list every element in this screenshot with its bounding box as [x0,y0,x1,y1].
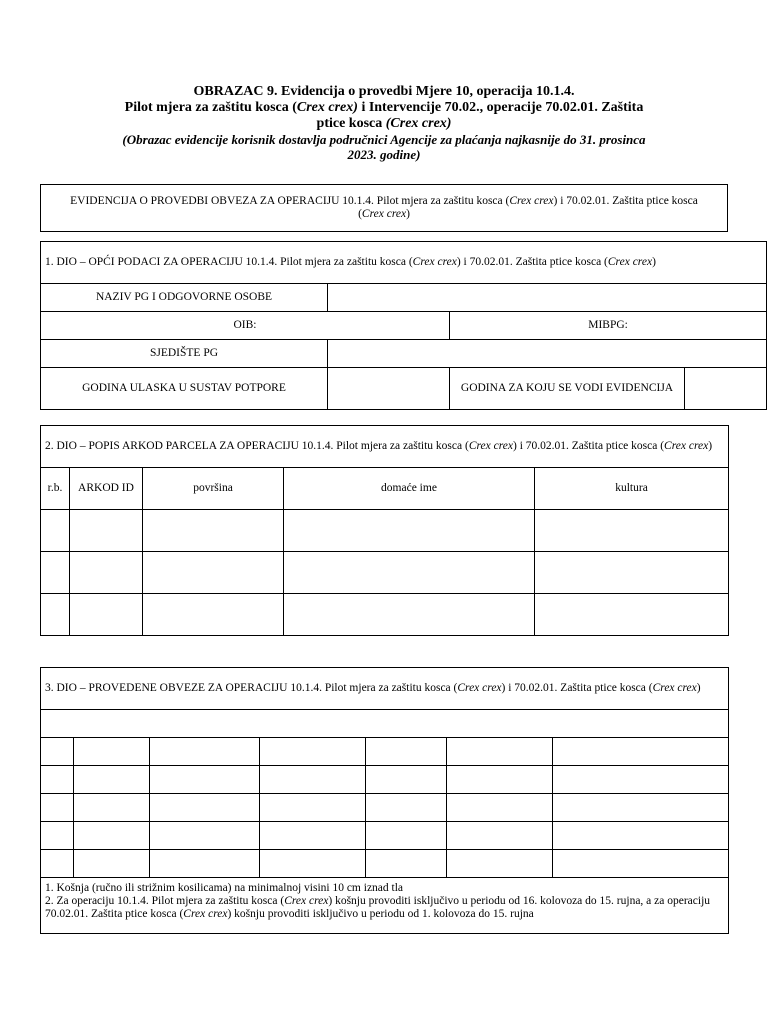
table-cell[interactable] [74,850,150,878]
table-row [41,822,729,850]
oib-label: OIB: [233,319,257,331]
species-name: Crex crex [412,256,457,268]
title-text: 3. DIO – PROVEDENE OBVEZE ZA OPERACIJU 10.1.4. Pilot mjera za zaštitu kosca ( [45,682,458,694]
column-header: ARKOD ID [70,468,143,510]
species-name: Crex crex [652,682,697,694]
table-cell[interactable] [553,822,729,850]
table-cell[interactable] [41,552,70,594]
naziv-label: NAZIV PG I ODGOVORNE OSOBE [41,284,328,312]
form-header [80,84,688,162]
table-row [41,738,729,766]
table-cell[interactable] [143,510,284,552]
table-cell[interactable] [447,738,553,766]
section3-notes [41,878,729,934]
naziv-field[interactable] [328,284,767,312]
table-row [41,794,729,822]
table-cell[interactable] [143,594,284,636]
title-text: ) [652,256,656,268]
table-cell[interactable] [447,766,553,794]
form-deadline: 2023. godine) [347,147,421,162]
title-text: ) [406,208,410,220]
table-cell[interactable] [70,594,143,636]
table-cell[interactable] [70,510,143,552]
species-name: Crex crex [457,682,502,694]
table-cell[interactable] [74,766,150,794]
title-text: EVIDENCIJA O PROVEDBI OBVEZA ZA OPERACIJU 10.1.4. Pilot mjera za zaštitu kosca ( [70,195,510,207]
table-cell[interactable] [447,850,553,878]
subtitle-text: ptice kosca [316,116,386,131]
column-header: kultura [535,468,729,510]
table-cell[interactable] [260,822,366,850]
section3-blank-row[interactable] [41,710,729,738]
note-text: ) košnju provoditi isključivo u periodu od 16. kolovoza do 15. rujna, a za operaciju 70.02.01. Zaštita ptice kosca ( [45,895,711,920]
species-name: Crex crex [284,895,329,907]
table-cell[interactable] [447,822,553,850]
table-row [41,552,729,594]
sjediste-field[interactable] [328,340,767,368]
godina-vodi-field[interactable] [685,368,767,410]
form-subtitle-2 [80,116,688,132]
table-cell[interactable] [366,738,447,766]
table-cell[interactable] [553,766,729,794]
subtitle-text: Pilot mjera za zaštitu kosca ( [124,100,297,115]
table-cell[interactable] [150,738,260,766]
column-header: domaće ime [284,468,535,510]
table-cell[interactable] [553,794,729,822]
table-cell[interactable] [260,850,366,878]
species-name: Crex crex [183,908,228,920]
table-cell[interactable] [150,766,260,794]
title-text: ) i 70.02.01. Zaštita ptice kosca ( [358,195,698,220]
section0-table [40,184,728,232]
table-cell[interactable] [535,510,729,552]
title-text: ) [708,440,713,452]
section3-title [41,668,729,710]
species-name: Crex crex [468,440,513,452]
table-cell[interactable] [41,850,74,878]
table-cell[interactable] [366,794,447,822]
note-1: 1. Košnja (ručno ili strižnim kosilicama) na minimalnoj visini 10 cm iznad tla [45,882,404,894]
godina-ulaska-label: GODINA ULASKA U SUSTAV POTPORE [41,368,328,410]
table-cell[interactable] [535,552,729,594]
oib-field[interactable] [41,312,450,340]
table-cell[interactable] [41,822,74,850]
column-header: r.b. [41,468,70,510]
table-cell[interactable] [41,510,70,552]
table-cell[interactable] [150,794,260,822]
table-cell[interactable] [366,822,447,850]
godina-vodi-label: GODINA ZA KOJU SE VODI EVIDENCIJA [450,368,685,410]
table-cell[interactable] [284,552,535,594]
table-cell[interactable] [284,510,535,552]
title-text: ) i 70.02.01. Zaštita ptice kosca ( [512,440,665,452]
table-cell[interactable] [260,766,366,794]
section1-general-data [40,241,767,410]
godina-ulaska-field[interactable] [328,368,450,410]
section1-title [41,242,767,284]
species-name: Crex crex [664,440,709,452]
section2-arkod-parcels [40,425,729,636]
table-row [41,850,729,878]
species-name: (Crex crex) [385,116,452,131]
species-name: Crex crex) [296,100,358,115]
title-text: ) i 70.02.01. Zaštita ptice kosca ( [456,256,608,268]
section2-title [41,426,729,468]
table-cell[interactable] [535,594,729,636]
note-text: 2. Za operaciju 10.1.4. Pilot mjera za zaštitu kosca ( [45,895,285,907]
table-cell[interactable] [150,850,260,878]
table-row [41,510,729,552]
table-cell[interactable] [366,766,447,794]
table-cell[interactable] [41,738,74,766]
table-cell[interactable] [74,822,150,850]
note-text: ) košnju provoditi isključivo u periodu od 1. kolovoza do 15. rujna [227,908,534,920]
table-cell[interactable] [260,738,366,766]
table-cell[interactable] [41,594,70,636]
table-cell[interactable] [553,850,729,878]
form-subtitle [80,100,688,116]
sjediste-label: SJEDIŠTE PG [41,340,328,368]
column-header: površina [143,468,284,510]
form-instruction: (Obrazac evidencije korisnik dostavlja područnici Agencije za plaćanja najkasnije do 31. prosinca [122,132,646,147]
table-row [41,594,729,636]
table-cell[interactable] [41,766,74,794]
table-cell[interactable] [260,794,366,822]
mibpg-label: MIBPG: [588,319,628,331]
table-cell[interactable] [366,850,447,878]
title-text: ) [696,682,701,694]
subtitle-text: i Intervencije 70.02., operacije 70.02.01. Zaštita [357,100,644,115]
note-2 [45,895,724,921]
section3-obligations [40,667,729,934]
table-row [41,766,729,794]
table-cell[interactable] [447,794,553,822]
table-cell[interactable] [284,594,535,636]
table-cell[interactable] [74,738,150,766]
species-name: Crex crex [509,195,554,207]
title-text: ) i 70.02.01. Zaštita ptice kosca ( [501,682,653,694]
table-cell[interactable] [143,552,284,594]
table-cell[interactable] [74,794,150,822]
table-cell[interactable] [41,794,74,822]
table-cell[interactable] [70,552,143,594]
table-cell[interactable] [553,738,729,766]
table-cell[interactable] [150,822,260,850]
title-text: 1. DIO – OPĆI PODACI ZA OPERACIJU 10.1.4. Pilot mjera za zaštitu kosca ( [45,256,413,268]
form-title: OBRAZAC 9. Evidencija o provedbi Mjere 10, operacija 10.1.4. [193,84,575,99]
mibpg-field[interactable] [450,312,767,340]
title-text: 2. DIO – POPIS ARKOD PARCELA ZA OPERACIJU 10.1.4. Pilot mjera za zaštitu kosca ( [45,440,469,452]
section0-title [41,185,728,232]
species-name: Crex crex [361,208,407,220]
species-name: Crex crex [607,256,653,268]
